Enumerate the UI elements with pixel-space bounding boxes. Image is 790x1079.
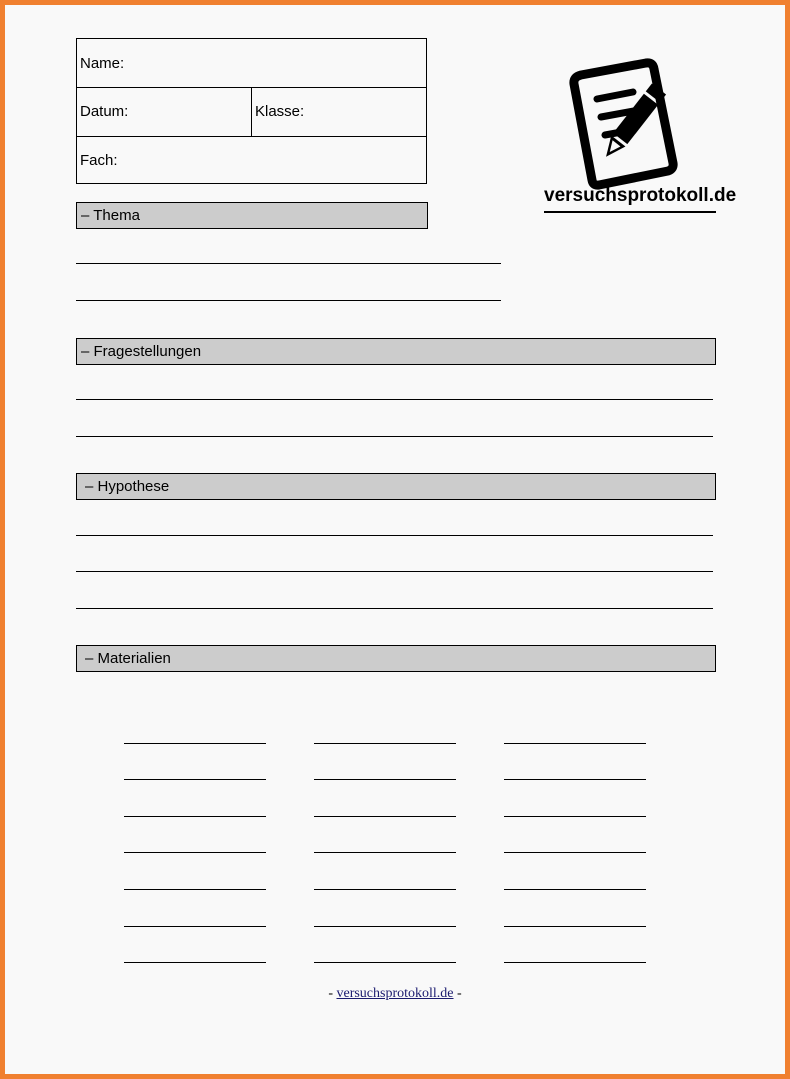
material-line[interactable] bbox=[124, 889, 266, 890]
material-line[interactable] bbox=[314, 889, 456, 890]
subject-row bbox=[77, 136, 426, 184]
material-line[interactable] bbox=[314, 743, 456, 744]
class-cell bbox=[251, 87, 305, 136]
writing-line[interactable] bbox=[76, 608, 713, 609]
material-line[interactable] bbox=[504, 889, 646, 890]
section-hypothese: – Hypothese bbox=[76, 473, 716, 500]
footer bbox=[5, 986, 785, 1002]
writing-line[interactable] bbox=[76, 571, 713, 572]
material-line[interactable] bbox=[314, 852, 456, 853]
name-row bbox=[77, 39, 426, 88]
section-fragestellungen: – Fragestellungen bbox=[76, 338, 716, 365]
material-line[interactable] bbox=[504, 743, 646, 744]
material-line[interactable] bbox=[504, 926, 646, 927]
material-line[interactable] bbox=[504, 962, 646, 963]
material-line[interactable] bbox=[504, 852, 646, 853]
section-materialien: – Materialien bbox=[76, 645, 716, 672]
material-line[interactable] bbox=[124, 926, 266, 927]
writing-line[interactable] bbox=[76, 300, 501, 301]
logo-text: versuchsprotokoll.de bbox=[544, 185, 737, 206]
date-label: Datum: bbox=[80, 103, 129, 120]
material-line[interactable] bbox=[314, 779, 456, 780]
material-line[interactable] bbox=[124, 743, 266, 744]
writing-line[interactable] bbox=[76, 535, 713, 536]
material-line[interactable] bbox=[124, 962, 266, 963]
writing-line[interactable] bbox=[76, 263, 501, 264]
material-line[interactable] bbox=[314, 962, 456, 963]
footer-link[interactable]: versuchsprotokoll.de bbox=[336, 986, 454, 1001]
footer-suffix: - bbox=[453, 986, 462, 1001]
name-label: Name: bbox=[80, 55, 125, 72]
material-line[interactable] bbox=[124, 816, 266, 817]
material-line[interactable] bbox=[504, 779, 646, 780]
material-line[interactable] bbox=[124, 779, 266, 780]
footer-prefix: - bbox=[328, 986, 337, 1001]
section-thema: – Thema bbox=[76, 202, 428, 229]
info-box bbox=[76, 38, 427, 184]
writing-line[interactable] bbox=[76, 399, 713, 400]
date-class-row bbox=[77, 87, 426, 137]
worksheet-page bbox=[5, 5, 785, 1074]
class-label: Klasse: bbox=[255, 103, 305, 120]
subject-label: Fach: bbox=[80, 152, 118, 169]
material-line[interactable] bbox=[314, 926, 456, 927]
material-line[interactable] bbox=[504, 816, 646, 817]
material-line[interactable] bbox=[124, 852, 266, 853]
writing-line[interactable] bbox=[76, 436, 713, 437]
logo-underline bbox=[544, 211, 716, 213]
material-line[interactable] bbox=[314, 816, 456, 817]
